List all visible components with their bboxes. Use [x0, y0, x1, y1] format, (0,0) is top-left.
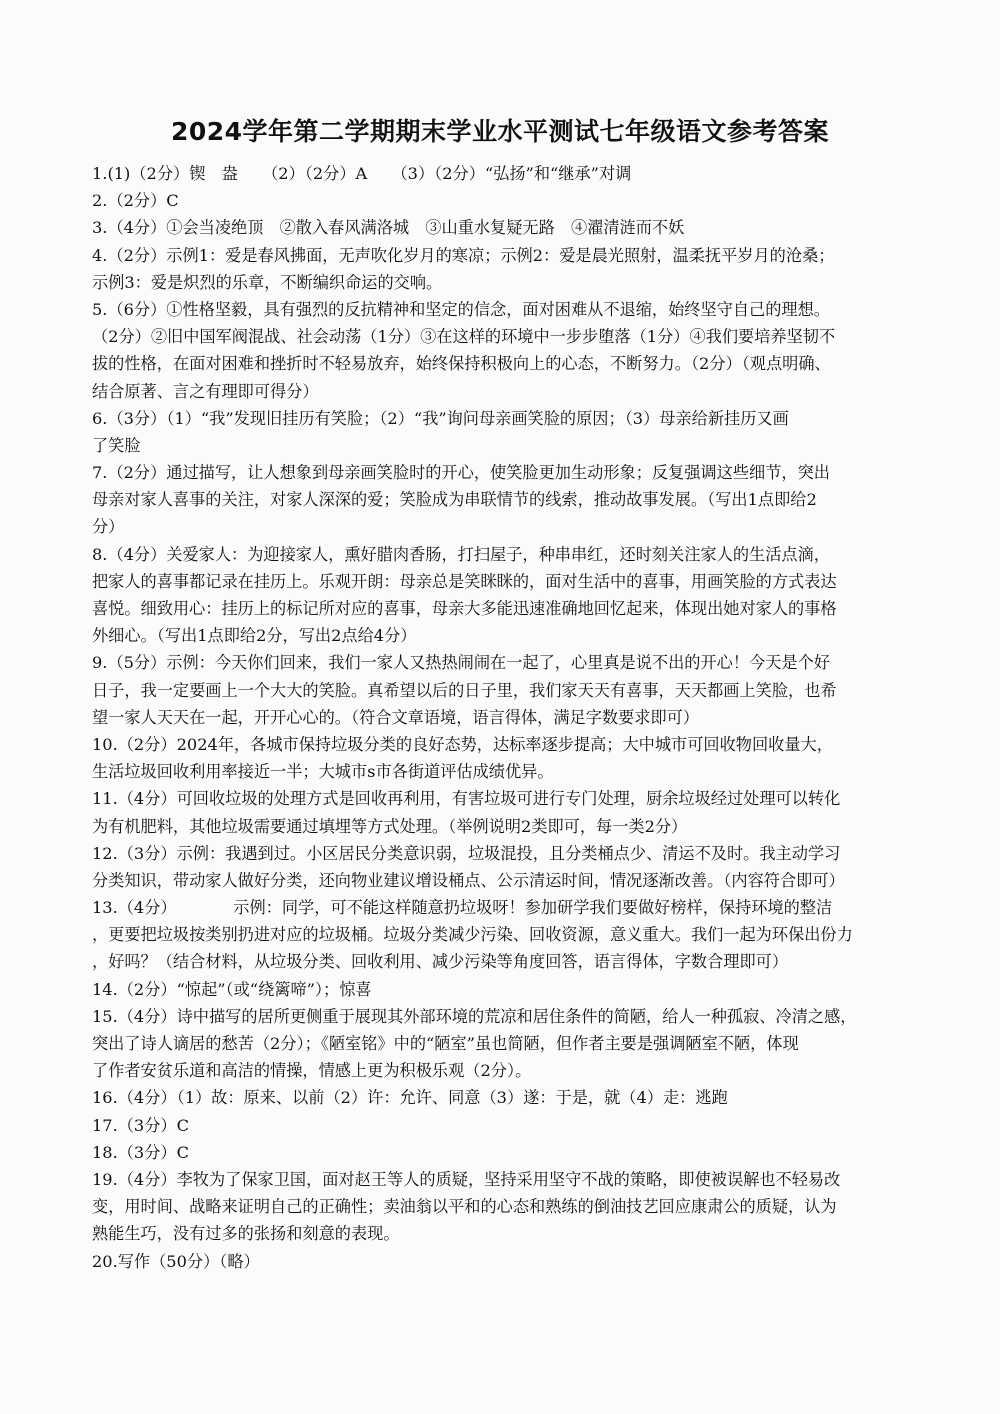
answer-line: 熟能生巧，没有过多的张扬和刻意的表现。	[92, 1224, 400, 1244]
answer-line: 生活垃圾回收利用率接近一半；大城市s市各街道评估成绩优异。	[92, 762, 554, 782]
answer-line: 为有机肥料，其他垃圾需要通过填埋等方式处理。（举例说明2类即可，每一类2分）	[92, 816, 688, 836]
answer-line: 10.（2分）2024年，各城市保持垃圾分类的良好态势，达标率逐步提高；大中城市可回收物回收量大，	[92, 734, 833, 754]
answer-line: 分）	[92, 517, 125, 537]
answer-line: 了作者安贫乐道和高洁的情操，情感上更为积极乐观（2分）。	[92, 1061, 532, 1081]
answer-line: 3.（4分）①会当凌绝顶 ②散入春风满洛城 ③山重水复疑无路 ④濯清涟而不妖	[92, 218, 685, 238]
answer-list	[92, 160, 908, 1275]
answer-line: 14.（2分）“惊起”（或“绕篱啼”）；惊喜	[92, 979, 372, 999]
answer-line: 外细心。（写出1点即给2分，写出2点给4分）	[92, 626, 417, 646]
answer-line: 12.（3分）示例：我遇到过。小区居民分类意识弱，垃圾混投，且分类桶点少、清运不及时。我主动学习	[92, 843, 841, 863]
answer-line: 变，用时间、战略来证明自己的正确性；卖油翁以平和的心态和熟练的倒油技艺回应康肃公的质疑，认为	[92, 1197, 837, 1217]
answer-line: 结合原著、言之有理即可得分）	[92, 381, 319, 401]
answer-line: 9.（5分）示例：今天你们回来，我们一家人又热热闹闹在一起了，心里真是说不出的开心！今天是个好	[92, 653, 830, 673]
answer-line: ，更要把垃圾按类别扔进对应的垃圾桶。垃圾分类减少污染、回收资源，意义重大。我们一起为环保出份力	[92, 925, 853, 945]
answer-line: 日子，我一定要画上一个大大的笑脸。真希望以后的日子里，我们家天天有喜事，天天都画上笑脸，也希	[92, 680, 837, 700]
answer-line: 11.（4分）可回收垃圾的处理方式是回收再利用，有害垃圾可进行专门处理，厨余垃圾经过处理可以转化	[92, 789, 841, 809]
answer-line: 4.（2分）示例1：爱是春风拂面，无声吹化岁月的寒凉；示例2：爱是晨光照射，温柔抚平岁月的沧桑；	[92, 245, 835, 265]
answer-line: 7.（2分）通过描写，让人想象到母亲画笑脸时的开心，使笑脸更加生动形象；反复强调这些细节，突出	[92, 463, 830, 483]
answer-line: 2.（2分）C	[92, 191, 179, 211]
answer-line: 19.（4分）李牧为了保家卫国，面对赵王等人的质疑，坚持采用坚守不战的策略，即使被误解也不轻易改	[92, 1169, 841, 1189]
answer-line: 17.（3分）C	[92, 1115, 189, 1135]
answer-line: 分类知识，带动家人做好分类，还向物业建议增设桶点、公示清运时间，情况逐渐改善。（内容符合即可）	[92, 870, 845, 890]
answer-line: 16.（4分）（1）故：原来、以前（2）许：允许、同意（3）遂：于是，就（4）走：逃跑	[92, 1088, 728, 1108]
answer-line: 5.（6分）①性格坚毅，具有强烈的反抗精神和坚定的信念，面对困难从不退缩，始终坚守自己的理想。	[92, 299, 830, 319]
answer-line: 6.（3分）（1）“我”发现旧挂历有笑脸；（2）“我”询问母亲画笑脸的原因；（3）母亲给新挂历又画	[92, 408, 789, 428]
answer-line: 15.（4分）诗中描写的居所更侧重于展现其外部环境的荒凉和居住条件的简陋，给人一种孤寂、冷清之感，	[92, 1006, 857, 1026]
answer-line: 喜悦。细致用心：挂历上的标记所对应的喜事，母亲大多能迅速准确地回忆起来，体现出她对家人的事格	[92, 599, 837, 618]
answer-line: ，好吗？（结合材料，从垃圾分类、回收利用、减少污染等角度回答，语言得体，字数合理即可）	[92, 952, 789, 972]
answer-line: 母亲对家人喜事的关注，对家人深深的爱；笑脸成为串联情节的线索，推动故事发展。（写出1点即给2	[92, 490, 817, 510]
answer-line: 8.（4分）关爱家人：为迎接家人，熏好腊肉香肠，打扫屋子，种串串红，还时刻关注家人的生活点滴，	[92, 544, 830, 564]
answer-line: 拔的性格，在面对困难和挫折时不轻易放弃，始终保持积极向上的心态，不断努力。（2分）（观点明确、	[92, 354, 831, 374]
answer-line: 18.（3分）C	[92, 1142, 189, 1162]
answer-line: （2分）②旧中国军阀混战、社会动荡（1分）③在这样的环境中一步步堕落（1分）④我们要培养坚韧不	[92, 327, 836, 347]
answer-line: 1.(1)（2分）锲 盎 （2）（2分）A （3）（2分）“弘扬”和“继承”对调	[92, 164, 632, 183]
answer-line: 20.写作（50分）（略）	[92, 1251, 260, 1271]
answer-line: 13.（4分） 示例：同学，可不能这样随意扔垃圾呀！参加研学我们要做好榜样，保持环境的整洁	[92, 898, 833, 918]
answer-line: 把家人的喜事都记录在挂历上。乐观开朗：母亲总是笑眯眯的，面对生活中的喜事，用画笑脸的方式表达	[92, 571, 837, 591]
page-title: 2024学年第二学期期末学业水平测试七年级语文参考答案	[170, 117, 830, 146]
answer-line: 望一家人天天在一起，开开心心的。（符合文章语境，语言得体，满足字数要求即可）	[92, 707, 700, 727]
answer-line: 示例3：爱是炽烈的乐章，不断编织命运的交响。	[92, 272, 443, 292]
answer-line: 突出了诗人谪居的愁苦（2分）；《陋室铭》中的“陋室”虽也简陋，但作者主要是强调陋室不陋，体现	[92, 1034, 799, 1053]
answer-line: 了笑脸	[92, 435, 141, 455]
